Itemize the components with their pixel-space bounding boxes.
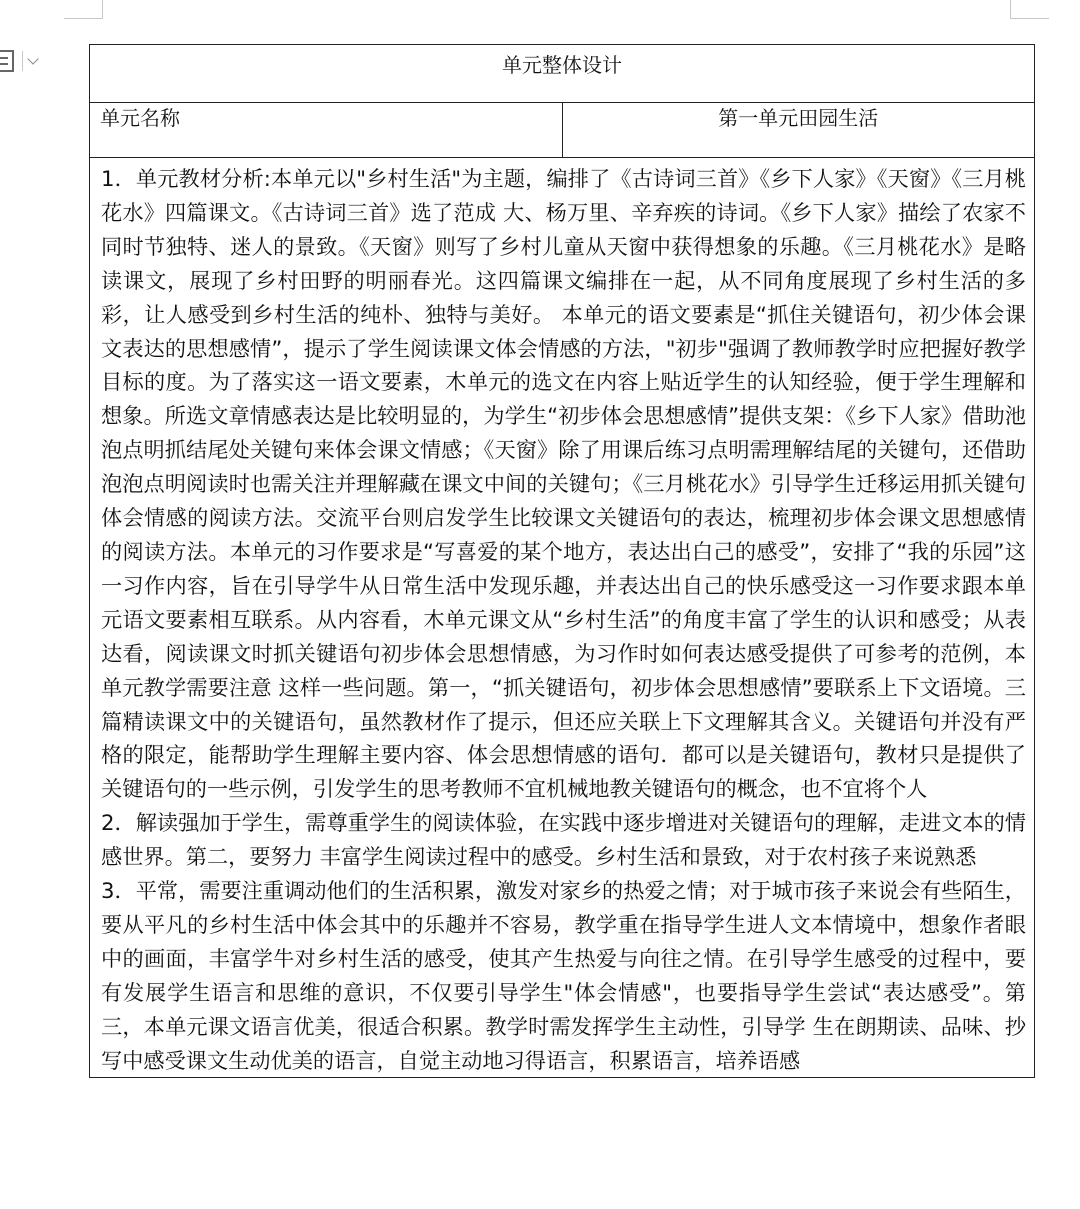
chevron-down-icon[interactable] xyxy=(27,53,38,64)
analysis-paragraph-1: 1．单元教材分析:本单元以"乡村生活"为主题，编排了《古诗词三首》《乡下人家》《天窗》《三月桃花水》四篇课文。《古诗词三首》选了范成 大、杨万里、辛弃疾的诗词。《乡下人家》描绘了农家不同时节独特、迷人的景致。《天窗》则写了乡村儿童从天窗中获得想象的乐趣。《三月桃花水》是略读课文，展现了乡村田野的明丽春光。这四篇课文编排在一起，从不同角度展现了乡村生活的多彩，让人感受到乡村生活的纯朴、独特与美好。 本单元的语文要素是“抓住关键语句，初少体会课文表达的思想感情”，提示了学生阅读课文体会情感的方法，"初步"强调了教师教学时应把握好教学目标的度。为了落实这一语文要素，木单元的选文在内容上贴近学生的认知经验，便于学生理解和想象。所选文章情感表达是比较明显的，为学生“初步体会思想感情”提供支架：《乡下人家》借助池泡点明抓结尾处关键句来体会课文情感；《天窗》除了用课后练习点明需理解结尾的关键句，还借助泡泡点明阅读时也需关注并理解藏在课文中间的关键句；《三月桃花水》引导学生迁移运用抓关键句体会情感的阅读方法。交流平台则启发学生比较课文关键语句的表达，梳理初步体会课文思想感情的阅读方法。本单元的习作要求是“写喜爱的某个地方，表达出白己的感受”，安排了“我的乐园”这一习作内容，旨在引导学牛从日常生活中发现乐趣，并表达出自己的快乐感受这一习作要求跟本单元语文要素相互联系。从内容看，木单元课文从“乡村生活”的角度丰富了学生的认识和感受；从表达看，阅读课文时抓关键语句初步体会思想情感，为习作时如何表达感受提供了可参考的范例，本单元教学需要注意 这样一些问题。第一，“抓关键语句，初步体会思想感情”要联系上下文语境。三篇精读课文中的关键语句，虽然教材作了提示，但还应关联上下文理解其含义。关键语句并没有严格的限定，能帮助学生理解主要内容、体会思想情感的语句．都可以是关键语句，教材只是提供了关键语句的一些示例，引发学生的思考教师不宜机械地教关键语句的概念，也不宜将个人 xyxy=(101,166,1026,802)
floating-toolbar[interactable] xyxy=(0,46,37,76)
analysis-paragraph-2: 2．解读强加于学生，需尊重学生的阅读体验，在实践中逐步增进对关键语句的理解，走进文本的情感世界。第二，要努力 丰富学生阅读过程中的感受。乡村生活和景致，对于农村孩子来说熟悉 xyxy=(101,810,1026,870)
unit-design-table xyxy=(89,44,1035,1078)
unit-name-value: 第一单元田园生活 xyxy=(562,103,1035,158)
document-icon[interactable] xyxy=(0,50,14,72)
unit-name-row xyxy=(90,103,1035,158)
unit-name-label: 单元名称 xyxy=(90,103,563,158)
table-title: 单元整体设计 xyxy=(90,45,1035,103)
title-row xyxy=(90,45,1035,103)
analysis-paragraph-3: 3．平常，需要注重调动他们的生活积累，激发对家乡的热爱之情；对于城市孩子来说会有些陌生，要从平凡的乡村生活中体会其中的乐趣并不容易，教学重在指导学生进人文本情境中，想象作者眼中的画面，丰富学牛对乡村生活的感受，使其产生热爱与向往之情。在引导学生感受的过程中，要有发展学生语言和思维的意识，不仅要引导学生"体会情感"，也要指导学生尝试“表达感受”。第三，本单元课文语言优美，很适合积累。教学时需发挥学生主动性，引导学 生在朗期读、品味、抄写中感受课文生动优美的语言，自觉主动地习得语言，积累语言，培养语感 xyxy=(101,878,1026,1073)
crop-mark-top-left xyxy=(64,0,103,19)
toolbar-divider xyxy=(22,51,23,71)
analysis-cell xyxy=(90,158,1035,1078)
analysis-row xyxy=(90,158,1035,1078)
crop-mark-top-right xyxy=(1010,0,1049,19)
